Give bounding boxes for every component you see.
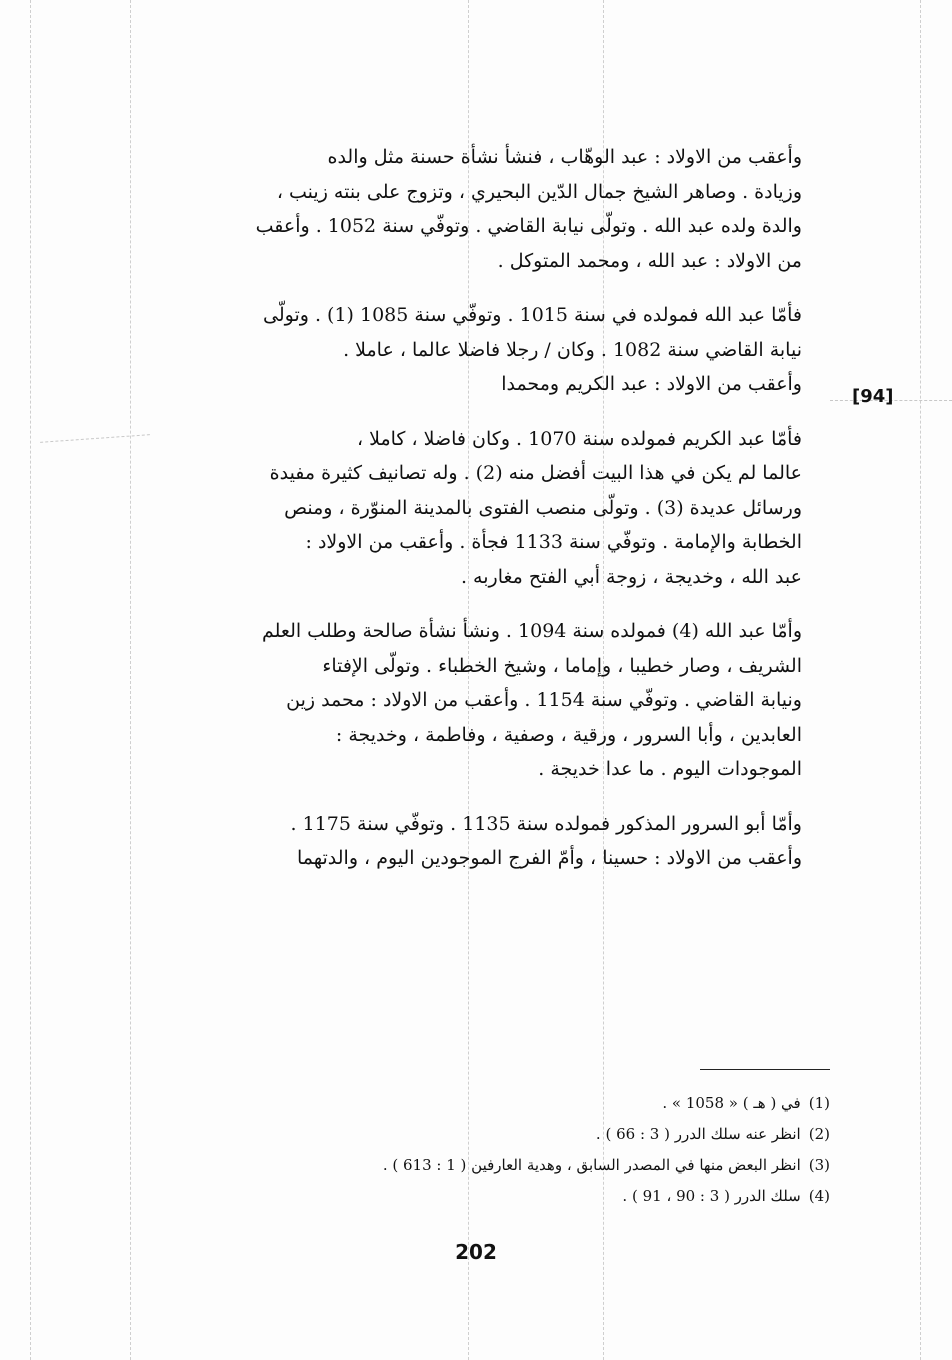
- margin-page-marker: [94]: [852, 386, 894, 407]
- text-line: من الاولاد : عبد الله ، ومحمد المتوكل .: [497, 249, 802, 272]
- scan-guide-line: [130, 0, 131, 1360]
- footnote-number: (3): [808, 1156, 830, 1174]
- text-line: والدة ولده عبد الله . وتولّى نيابة القاضي . وتوفّي سنة 1052 . وأعقب: [255, 215, 802, 237]
- footnote-number: (2): [808, 1125, 830, 1143]
- scan-guide-line: [30, 0, 31, 1360]
- text-line: عالما لم يكن في هذا البيت أفضل منه (2) . وله تصانيف كثيرة مفيدة: [269, 462, 802, 484]
- text-line: الموجودات اليوم . ما عدا خديجة .: [538, 758, 802, 780]
- scan-guide-line: [40, 434, 150, 443]
- footnotes-list: [170, 1088, 830, 1212]
- footnote-number: (1): [808, 1094, 830, 1112]
- text-line: وأمّا عبد الله (4) فمولده سنة 1094 . ونشأ نشأة صالحة وطلب العلم: [261, 620, 802, 642]
- paragraph: [148, 807, 838, 876]
- main-text: [148, 140, 838, 896]
- text-line: الخطابة والإمامة . وتوفّي سنة 1133 فجأة . وأعقب من الاولاد :: [305, 531, 802, 553]
- paragraph: [148, 422, 838, 595]
- footnote-text: انظر البعض منها في المصدر السابق ، وهدية العارفين ( 1 : 613 ) .: [382, 1156, 801, 1174]
- footnote: [170, 1119, 830, 1150]
- text-line: نيابة القاضي سنة 1082 . وكان / رجلا فاضلا عالما ، عاملا .: [343, 338, 802, 361]
- footnote-number: (4): [808, 1187, 830, 1205]
- text-line: وأعقب من الاولاد : عبد الوهّاب ، فنشأ نشأة حسنة مثل والده: [327, 146, 802, 168]
- footnote-divider: [700, 1069, 830, 1070]
- paragraph: [148, 140, 838, 278]
- scan-guide-line: [920, 0, 921, 1360]
- text-line: فأمّا عبد الله فمولده في سنة 1015 . وتوفّي سنة 1085 (1) . وتولّى: [263, 304, 802, 326]
- footnote-text: انظر عنه سلك الدرر ( 3 : 66 ) .: [595, 1125, 801, 1143]
- footnote: [170, 1150, 830, 1181]
- text-line: عبد الله ، وخديجة ، زوجة أبي الفتح مغاربه .: [460, 565, 802, 588]
- text-line: وأعقب من الاولاد : حسينا ، وأمّ الفرج الموجودين اليوم ، والدتهما: [296, 847, 802, 869]
- text-line: ونيابة القاضي . وتوفّي سنة 1154 . وأعقب من الاولاد : محمد زين: [286, 689, 802, 711]
- text-line: فأمّا عبد الكريم فمولده سنة 1070 . وكان فاضلا ، كاملا ،: [356, 427, 802, 450]
- page-number: 202: [455, 1240, 497, 1264]
- text-line: وأمّا أبو السرور المذكور فمولده سنة 1135 . وتوفّي سنة 1175 .: [290, 812, 802, 835]
- text-line: العابدين ، وأبا السرور ، ورقية ، وصفية ، وفاطمة ، وخديجة :: [335, 723, 802, 746]
- text-line: الشريف ، وصار خطيبا ، وإماما ، وشيخ الخطباء . وتولّى الإفتاء: [322, 654, 802, 677]
- footnote-text: في ( هـ ) « 1058 » .: [662, 1094, 801, 1112]
- footnote: [170, 1181, 830, 1212]
- footnote: [170, 1088, 830, 1119]
- footnote-text: سلك الدرر ( 3 : 90 ، 91 ) .: [622, 1187, 801, 1205]
- paragraph: [148, 298, 838, 402]
- text-line: ورسائل عديدة (3) . وتولّى منصب الفتوى بالمدينة المنوّرة ، ومنص: [284, 496, 802, 519]
- paragraph: [148, 614, 838, 787]
- text-line: وزيادة . وصاهر الشيخ جمال الدّين البحيري ، وتزوج على بنته زينب ،: [276, 180, 802, 203]
- text-line: وأعقب من الاولاد : عبد الكريم ومحمدا: [501, 373, 802, 395]
